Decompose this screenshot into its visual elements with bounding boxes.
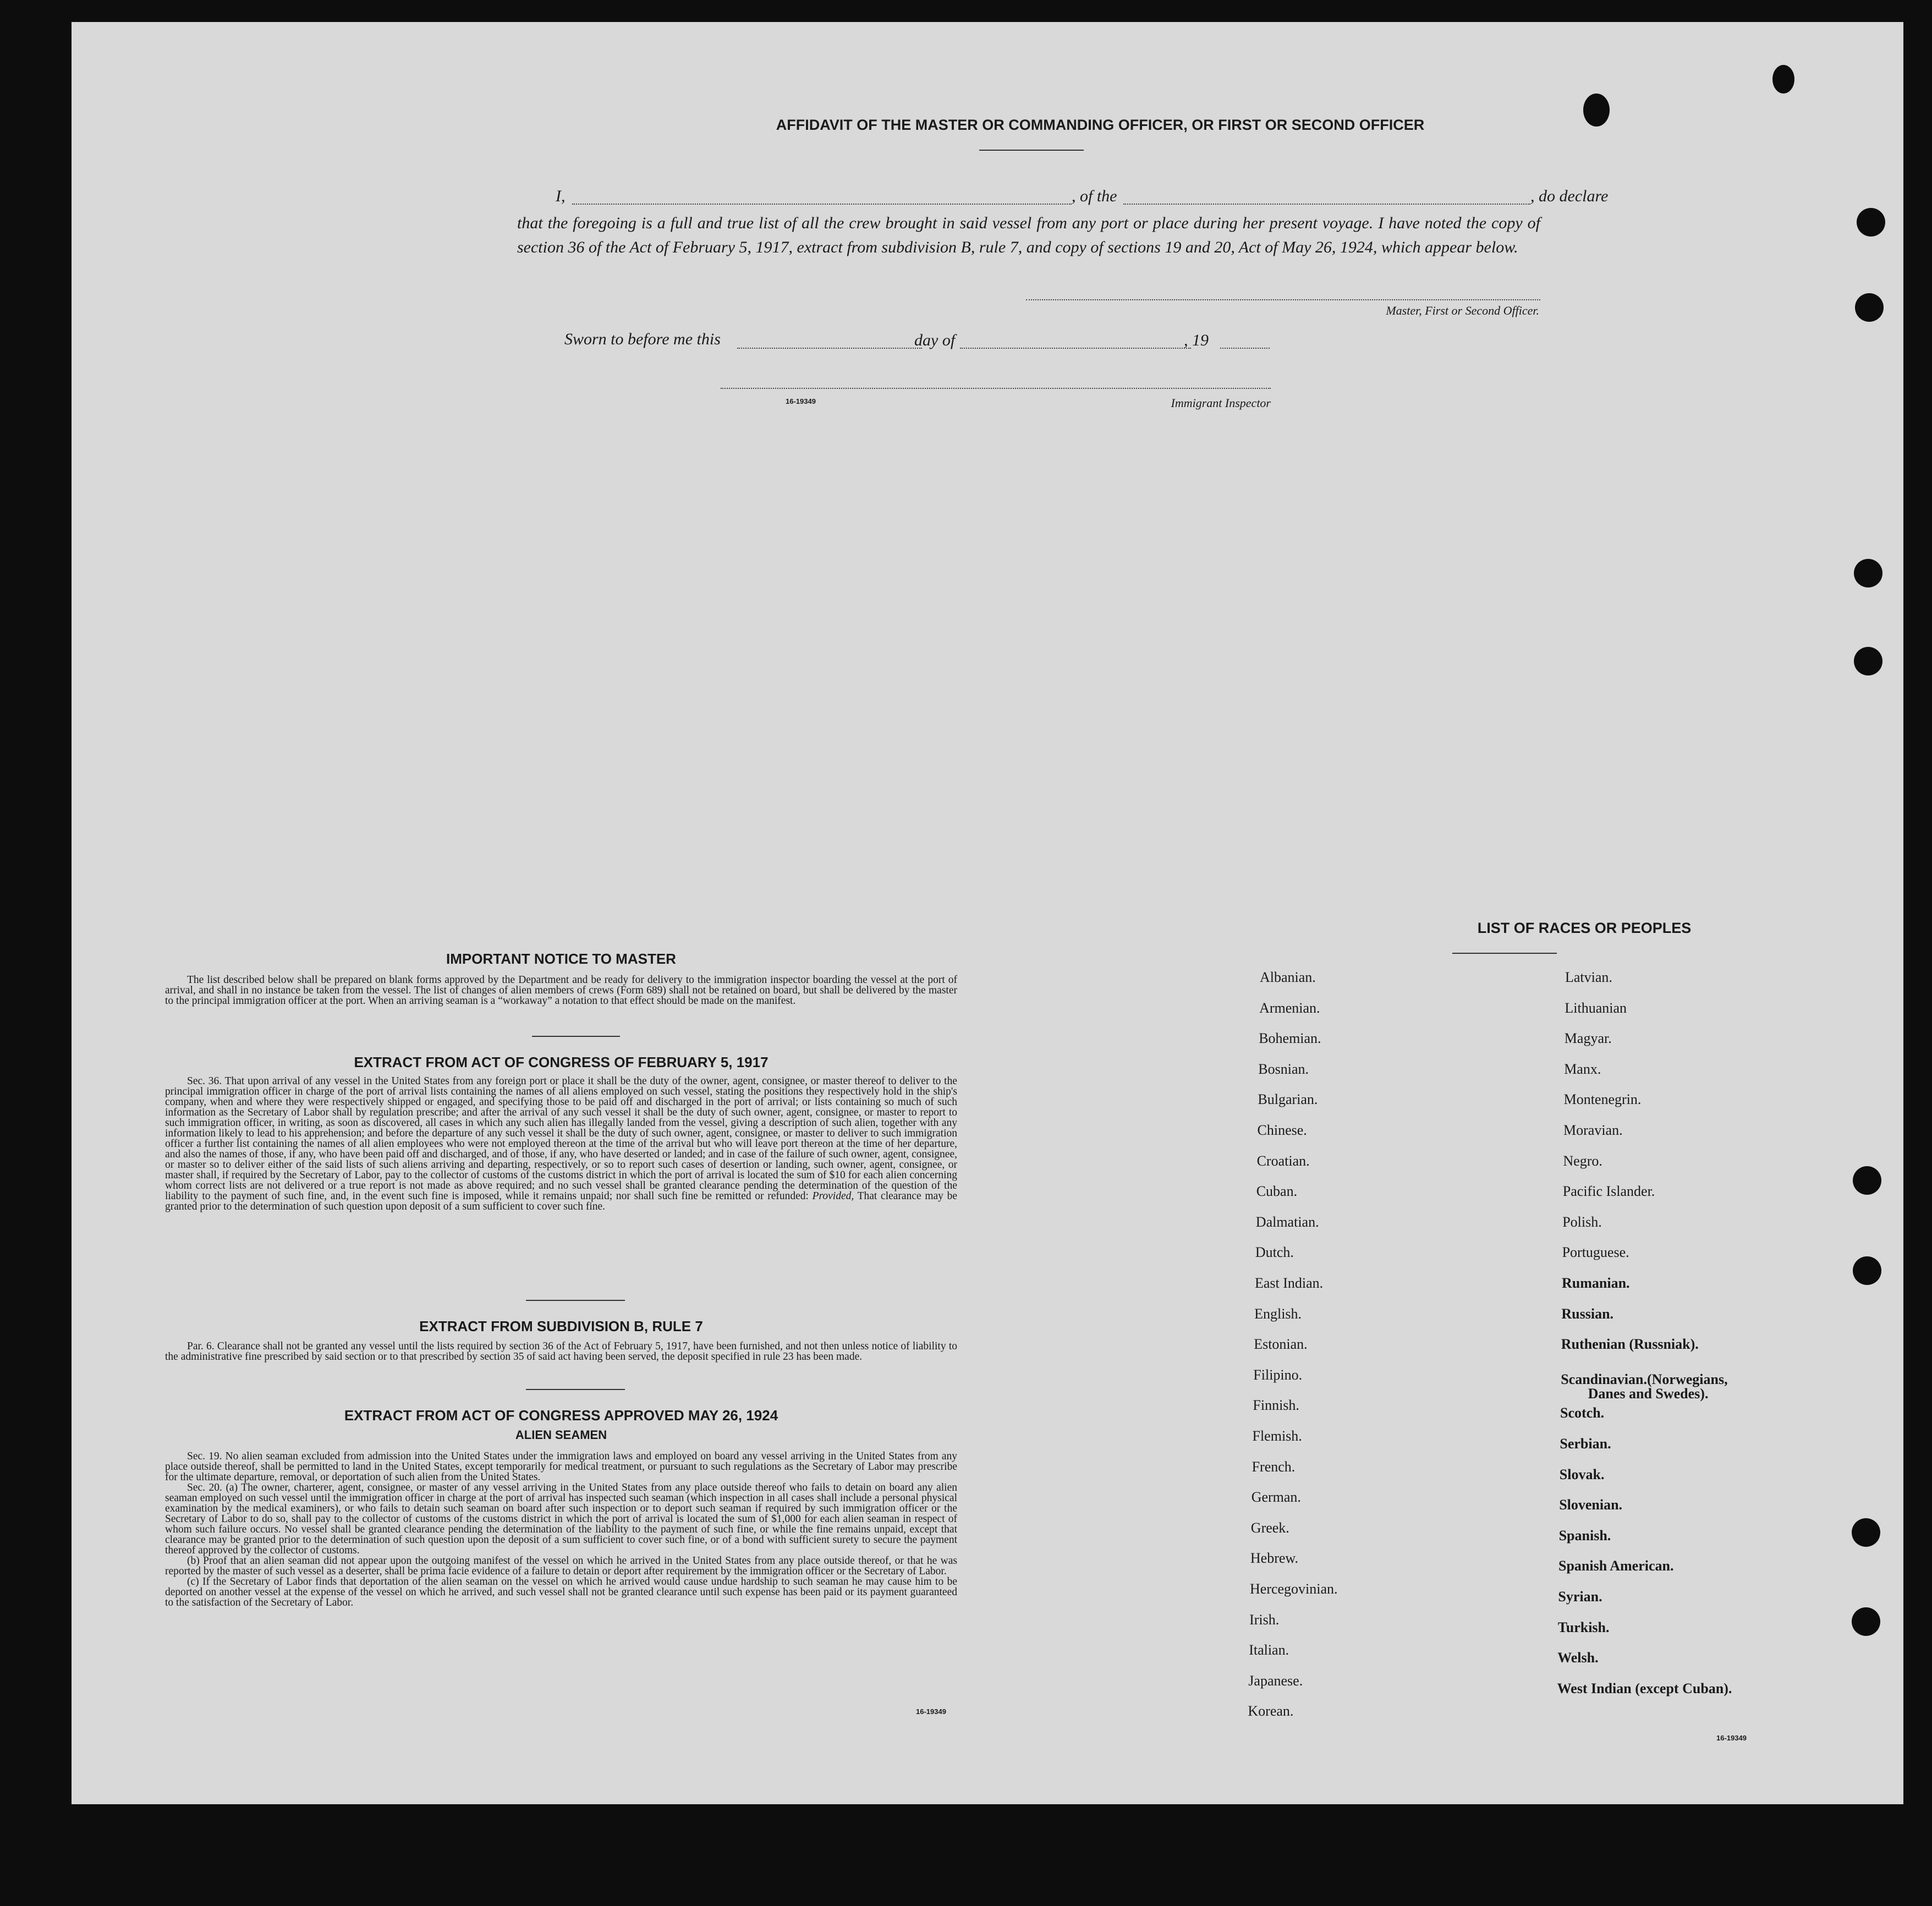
race-item: Russian. xyxy=(1561,1305,1614,1322)
sworn-year-blank xyxy=(1220,348,1270,349)
race-item: Polish. xyxy=(1562,1213,1602,1230)
race-item: Hebrew. xyxy=(1250,1550,1298,1567)
race-item: Portuguese. xyxy=(1562,1244,1629,1261)
sworn-text: Sworn to before me this xyxy=(564,330,721,348)
race-item: West Indian (except Cuban). xyxy=(1557,1680,1732,1696)
race-item: Magyar. xyxy=(1564,1030,1612,1047)
races-form-number: 16-19349 xyxy=(1716,1734,1747,1742)
race-item: English. xyxy=(1254,1305,1302,1322)
inspector-signature-line xyxy=(721,388,1271,389)
affidavit-i-label: I, xyxy=(556,187,566,205)
punch-hole xyxy=(1583,94,1610,127)
punch-hole xyxy=(1857,208,1885,237)
race-item: Manx. xyxy=(1564,1061,1601,1077)
notice-body: The list described below shall be prepared on blank forms approved by the Department and be ready for delivery to the immigration inspector boarding the vessel at the port of arrival, and shall in no instance be taken from the vessel. The list of changes of alien members of crews (Form 689) shall not be retained on board, but shall be delivered by the master to the principal immigration officer at the port. When an arriving seaman is a “workaway” a notation to that effect should be made on the manifest. xyxy=(165,974,957,1007)
notice-rule xyxy=(532,1036,620,1037)
inspector-caption: Immigrant Inspector xyxy=(1171,396,1271,410)
race-item: Spanish. xyxy=(1558,1527,1611,1544)
race-item: Italian. xyxy=(1249,1642,1289,1658)
race-item: Korean. xyxy=(1248,1703,1294,1720)
sworn-month-blank xyxy=(960,348,1191,349)
race-item: Negro. xyxy=(1563,1152,1602,1169)
race-item: Bulgarian. xyxy=(1258,1091,1318,1108)
race-item: Slovenian. xyxy=(1559,1497,1623,1513)
race-item: Slovak. xyxy=(1559,1466,1605,1482)
race-item: Cuban. xyxy=(1256,1183,1298,1200)
punch-hole xyxy=(1853,1166,1881,1195)
race-item: French. xyxy=(1252,1458,1296,1475)
race-item: Chinese. xyxy=(1257,1122,1307,1138)
notice-title: IMPORTANT NOTICE TO MASTER xyxy=(446,951,676,967)
extract-1917-title: EXTRACT FROM ACT OF CONGRESS OF FEBRUARY 5, 1917 xyxy=(354,1054,769,1070)
race-item: East Indian. xyxy=(1255,1275,1324,1291)
document-page xyxy=(72,22,1903,1804)
race-item: Dutch. xyxy=(1255,1244,1294,1261)
race-item: Estonian. xyxy=(1254,1336,1308,1353)
extract-1924-body: Sec. 19. No alien seaman excluded from admission into the United States under the immigration laws and employed on board any vessel arriving in the United States from any place outside thereof, shall be permitted to land in the United States, except temporarily for medical treatment, or pursuant to such regulations as the Secretary of Labor may prescribe for the ultimate departure, removal, or deportation of such alien from the United States. Sec. 20. (a) The owner, charterer, agent, consignee, or master of any vessel arriving in the United States from any place outside thereof who fails to detain on board any alien seaman employed on such vessel until the immigration officer in charge at the port of arrival has inspected such seaman (which inspection in all cases shall include a personal physical examination by the medical examiners), or who fails to detain such seaman on board after such inspection or to deport such seaman if required by such immigration officer or the Secretary of Labor to do so, shall pay to the collector of customs of the customs district in which the port of arrival is located the sum of $1,000 for each alien seaman in respect of whom such failure occurs. No vessel shall be granted clearance pending the determination of the liability to the payment of such fine, or while the fine remains unpaid, except that clearance may be granted prior to the determination of such question upon the deposit of a sum sufficient to cover such fine, or of a bond with sufficient surety to secure the payment thereof approved by the collector of customs. (b) Proof that an alien seaman did not appear upon the outgoing manifest of the vessel on which he arrived in the United States from any place outside thereof, or that he was reported by the master of such vessel as a deserter, shall be prima facie evidence of a failure to detain or deport after requirement by the immigration officer or the Secretary of Labor. (c) If the Secretary of Labor finds that deportation of the alien seaman on the vessel on which he arrived would cause undue hardship to such seaman he may cause him to be deported on another vessel at the expense of the vessel on which he arrived, and such vessel shall not be granted clearance until such expense has been paid or its payment guaranteed to the satisfaction of the Secretary of Labor. xyxy=(165,1451,957,1608)
race-item: Pacific Islander. xyxy=(1562,1183,1655,1200)
race-item: Bosnian. xyxy=(1258,1061,1309,1077)
race-item: Croatian. xyxy=(1256,1152,1310,1169)
race-item: Turkish. xyxy=(1557,1619,1610,1635)
race-item: Armenian. xyxy=(1259,999,1320,1016)
punch-hole xyxy=(1853,1256,1881,1285)
sworn-day-blank xyxy=(737,348,922,349)
extract-1917-body: Sec. 36. That upon arrival of any vessel in the United States from any foreign port or place it shall be the duty of the owner, agent, consignee, or master thereof to deliver to the principal immigration officer in charge of the port of arrival lists containing the names of all aliens employed on such vessel, stating the positions they respectively hold in the ship's company, when and where they were respectively shipped or engaged, and specifying those to be paid off and discharged in the port of arrival; or lists containing so much of such information as the Secretary of Labor shall by regulation prescribe; and after the arrival of any such vessel it shall be the duty of such owner, agent, consignee, or master to report to such immigration officer, in writing, as soon as discovered, all cases in which any such alien has illegally landed from the vessel, giving a description of such alien, together with any information likely to lead to his apprehension; and before the departure of any such vessel it shall be the duty of such owner, agent, consignee, or master to deliver to such immigration officer a further list containing the names of all alien employees who were not employed thereon at the time of the arrival but who will leave port thereon at the time of her departure, and also the names of those, if any, who have been paid off and discharged, and of those, if any, who have deserted or landed; and in case of the failure of such owner, agent, consignee, or master so to deliver either of the said lists of such aliens arriving and departing, respectively, or so to report such cases of desertion or landing, such owner, agent, consignee, or master shall, if required by the Secretary of Labor, pay to the collector of customs of the customs district in which the port of arrival is located the sum of $10 for each alien concerning whom correct lists are not delivered or a true report is not made as above required; and no such vessel shall be granted clearance pending the determination of the question of the liability to the payment of such fine, and, in the event such fine is imposed, while it remains unpaid; nor shall such fine be remitted or refunded: Provided, That clearance may be granted prior to the determination of such question upon deposit of a sum sufficient to cover such fine. xyxy=(165,1075,957,1212)
affidavit-of-label: , of the xyxy=(1072,187,1117,205)
alien-seamen-subtitle: ALIEN SEAMEN xyxy=(515,1428,607,1442)
punch-hole xyxy=(1854,647,1882,675)
extract-1924-form-number: 16-19349 xyxy=(916,1707,946,1716)
affidavit-title: AFFIDAVIT OF THE MASTER OR COMMANDING OFFICER, OR FIRST OR SECOND OFFICER xyxy=(776,117,1425,133)
race-item: Filipino. xyxy=(1253,1366,1303,1383)
affidavit-body: that the foregoing is a full and true list of all the crew brought in said vessel from any port or place during her present voyage. I have noted the copy of section 36 of the Act of February 5, 1917, extract from subdivision B, rule 7, and copy of sections 19 and 20, Act of May 26, 1924, which appear below. xyxy=(517,214,1540,256)
race-item: Hercegovinian. xyxy=(1250,1581,1338,1597)
race-item: Serbian. xyxy=(1560,1436,1611,1452)
race-item: Scotch. xyxy=(1560,1405,1605,1421)
races-title-rule xyxy=(1452,953,1557,954)
races-title: LIST OF RACES OR PEOPLES xyxy=(1477,920,1692,936)
year-prefix: , 19 xyxy=(1184,331,1209,349)
affidavit-declare-label: , do declare xyxy=(1530,187,1609,205)
punch-hole xyxy=(1772,65,1794,94)
race-item: Japanese. xyxy=(1248,1672,1303,1689)
rule-7-rule xyxy=(526,1389,625,1390)
race-item: Spanish American. xyxy=(1558,1558,1674,1574)
race-item: Ruthenian (Russniak). xyxy=(1561,1336,1699,1353)
extract-1917-rule xyxy=(526,1300,625,1301)
race-item: Moravian. xyxy=(1563,1122,1623,1138)
day-of-label: day of xyxy=(914,331,956,349)
race-item: Albanian. xyxy=(1260,969,1316,985)
punch-hole xyxy=(1855,293,1884,322)
affidavit-form-number: 16-19349 xyxy=(786,397,816,405)
race-item: Montenegrin. xyxy=(1563,1091,1642,1108)
punch-hole xyxy=(1852,1518,1880,1547)
punch-hole xyxy=(1852,1607,1880,1636)
rule-7-body: Par. 6. Clearance shall not be granted any vessel until the lists required by section 36 of the Act of February 5, 1917, have been furnished, and not then unless notice of liability to the administrative fine prescribed by said section or to that prescribed by section 35 of said act having been served, the deposit specified in rule 23 has been made. xyxy=(165,1341,957,1363)
officer-signature-caption: Master, First or Second Officer. xyxy=(1386,304,1539,317)
race-item: Lithuanian xyxy=(1565,999,1627,1016)
race-item: Greek. xyxy=(1250,1519,1289,1536)
race-item: Dalmatian. xyxy=(1255,1213,1319,1230)
name-blank xyxy=(572,204,1072,205)
title-rule xyxy=(979,150,1084,151)
race-item: Flemish. xyxy=(1252,1428,1302,1444)
race-item: Latvian. xyxy=(1565,969,1612,985)
race-item: Irish. xyxy=(1249,1611,1280,1628)
punch-hole xyxy=(1854,559,1882,587)
rule-7-title: EXTRACT FROM SUBDIVISION B, RULE 7 xyxy=(419,1318,703,1334)
race-item: Syrian. xyxy=(1558,1589,1602,1605)
officer-signature-line xyxy=(1026,299,1540,300)
race-item: German. xyxy=(1251,1489,1301,1506)
vessel-blank xyxy=(1123,204,1530,205)
race-item: Rumanian. xyxy=(1562,1275,1630,1291)
race-item: Welsh. xyxy=(1557,1650,1599,1666)
race-item: Finnish. xyxy=(1253,1397,1299,1414)
race-item: Bohemian. xyxy=(1259,1030,1321,1047)
race-item: Danes and Swedes). xyxy=(1588,1385,1709,1402)
extract-1924-title: EXTRACT FROM ACT OF CONGRESS APPROVED MAY 26, 1924 xyxy=(344,1407,778,1424)
race-item: Scandinavian.(Norwegians, xyxy=(1561,1371,1728,1387)
